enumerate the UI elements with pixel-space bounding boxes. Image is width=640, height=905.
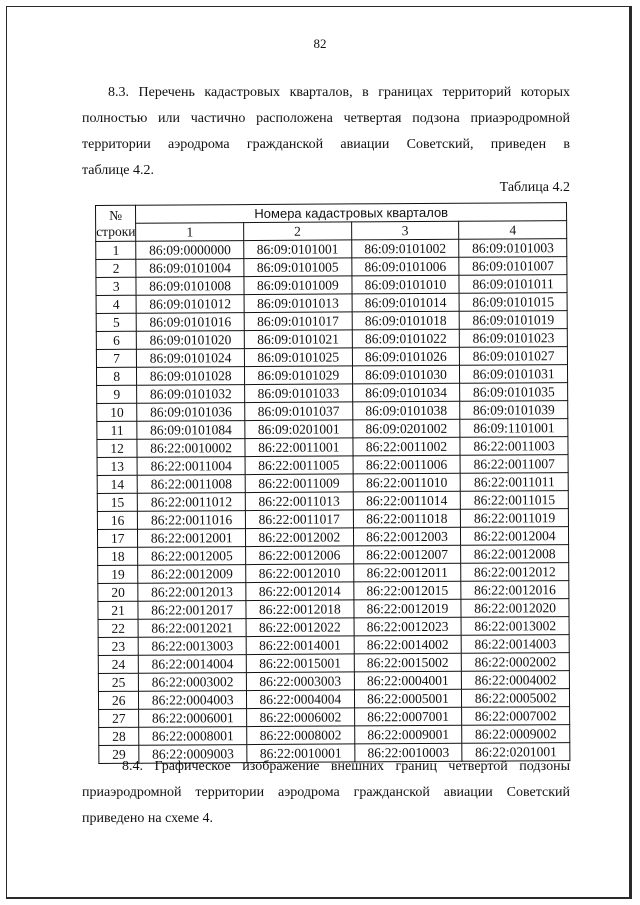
cadastral-number-cell: 86:22:0015002 <box>354 653 462 672</box>
cadastral-table <box>95 202 570 764</box>
cadastral-number-cell: 86:09:0101021 <box>244 330 352 349</box>
row-number-cell: 2 <box>96 259 136 277</box>
outro-line: приаэродромной территории аэродрома гражданской авиации Советский <box>82 785 570 800</box>
row-number-cell: 5 <box>96 313 136 331</box>
row-number-header <box>96 205 137 241</box>
cadastral-number-cell: 86:09:0101026 <box>352 347 460 366</box>
cadastral-number-cell: 86:22:0012010 <box>246 564 354 583</box>
cadastral-number-cell: 86:09:0101015 <box>459 293 567 312</box>
cadastral-number-cell: 86:22:0011005 <box>245 456 353 475</box>
cadastral-number-cell: 86:09:0101005 <box>244 258 352 277</box>
cadastral-number-cell: 86:09:0101028 <box>137 367 245 386</box>
outro-paragraph <box>82 754 570 832</box>
cadastral-number-cell: 86:22:0012015 <box>353 581 461 600</box>
cadastral-number-cell: 86:22:0003003 <box>246 672 354 691</box>
cadastral-number-cell: 86:09:0101031 <box>460 365 568 384</box>
cadastral-number-cell: 86:22:0006002 <box>247 708 355 727</box>
row-number-cell: 1 <box>96 241 136 259</box>
cadastral-number-cell: 86:22:0012021 <box>138 619 246 638</box>
cadastral-number-cell: 86:22:0012023 <box>354 617 462 636</box>
row-number-cell: 19 <box>98 565 138 583</box>
cadastral-number-cell: 86:22:0011004 <box>137 457 245 476</box>
cadastral-number-cell: 86:22:0011016 <box>138 511 246 530</box>
cadastral-number-cell: 86:22:0012011 <box>353 563 461 582</box>
cadastral-number-cell: 86:09:0101012 <box>136 295 244 314</box>
row-number-cell: 20 <box>98 583 138 601</box>
intro-line: территории аэродрома гражданской авиации Советский, приведен в <box>82 137 570 152</box>
cadastral-number-cell: 86:22:0006001 <box>139 709 247 728</box>
cadastral-number-cell: 86:09:0101019 <box>459 311 567 330</box>
cadastral-number-cell: 86:22:0011003 <box>460 437 568 456</box>
cadastral-number-cell: 86:09:0101006 <box>351 257 459 276</box>
cadastral-number-cell: 86:22:0011018 <box>353 509 461 528</box>
cadastral-number-cell: 86:09:0101084 <box>137 421 245 440</box>
cadastral-number-cell: 86:22:0012018 <box>246 600 354 619</box>
cadastral-number-cell: 86:09:0101001 <box>244 240 352 259</box>
row-number-cell: 6 <box>96 331 136 349</box>
cadastral-number-cell: 86:09:0101025 <box>244 348 352 367</box>
cadastral-number-cell: 86:22:0014004 <box>139 655 247 674</box>
cadastral-number-cell: 86:22:0201001 <box>462 743 570 762</box>
column-header: 4 <box>459 221 567 240</box>
column-header: 1 <box>136 223 244 242</box>
row-number-cell: 28 <box>99 727 139 745</box>
cadastral-number-cell: 86:22:0012009 <box>138 565 246 584</box>
cadastral-number-cell: 86:22:0012004 <box>461 527 569 546</box>
row-number-cell: 21 <box>98 601 138 619</box>
cadastral-number-cell: 86:22:0005002 <box>462 689 570 708</box>
intro-line: таблице 4.2. <box>82 163 154 178</box>
cadastral-number-cell: 86:09:0101032 <box>137 385 245 404</box>
cadastral-number-cell: 86:09:0101004 <box>136 259 244 278</box>
cadastral-number-cell: 86:22:0011015 <box>461 491 569 510</box>
cadastral-number-cell: 86:09:0101018 <box>352 311 460 330</box>
row-number-header-label: строки <box>96 223 136 239</box>
cadastral-number-cell: 86:22:0011008 <box>137 475 245 494</box>
cadastral-number-cell: 86:22:0012006 <box>246 546 354 565</box>
cadastral-number-cell: 86:22:0015001 <box>246 654 354 673</box>
cadastral-number-cell: 86:22:0013003 <box>138 637 246 656</box>
row-number-cell: 24 <box>98 655 138 673</box>
cadastral-number-cell: 86:09:0101033 <box>245 384 353 403</box>
cadastral-number-cell: 86:09:0101035 <box>460 383 568 402</box>
cadastral-number-cell: 86:09:0101010 <box>352 275 460 294</box>
cadastral-number-cell: 86:09:0101003 <box>459 239 567 258</box>
cadastral-number-cell: 86:09:0101036 <box>137 403 245 422</box>
cadastral-number-cell: 86:22:0002002 <box>462 653 570 672</box>
cadastral-number-cell: 86:22:0011007 <box>460 455 568 474</box>
cadastral-number-cell: 86:22:0012007 <box>353 545 461 564</box>
cadastral-number-cell: 86:22:0011001 <box>245 438 353 457</box>
cadastral-number-cell: 86:22:0012008 <box>461 545 569 564</box>
row-number-cell: 29 <box>99 745 139 763</box>
cadastral-number-cell: 86:09:0101039 <box>460 401 568 420</box>
cadastral-number-cell: 86:22:0012019 <box>354 599 462 618</box>
cadastral-number-cell: 86:22:0011014 <box>353 491 461 510</box>
cadastral-number-cell: 86:22:0011013 <box>245 492 353 511</box>
cadastral-number-cell: 86:09:0101022 <box>352 329 460 348</box>
cadastral-number-cell: 86:22:0004002 <box>462 671 570 690</box>
cadastral-number-cell: 86:09:0101014 <box>352 293 460 312</box>
cadastral-number-cell: 86:22:0011010 <box>353 473 461 492</box>
cadastral-number-cell: 86:09:0101038 <box>352 401 460 420</box>
cadastral-number-cell: 86:22:0008002 <box>247 726 355 745</box>
cadastral-number-cell: 86:22:0011002 <box>353 437 461 456</box>
row-number-cell: 27 <box>99 709 139 727</box>
cadastral-number-cell: 86:22:0012022 <box>246 618 354 637</box>
cadastral-number-cell: 86:22:0011011 <box>460 473 568 492</box>
cadastral-number-cell: 86:09:0101017 <box>244 312 352 331</box>
row-number-cell: 12 <box>97 439 137 457</box>
cadastral-number-cell: 86:22:0012013 <box>138 583 246 602</box>
cadastral-number-cell: 86:22:0010002 <box>137 439 245 458</box>
cadastral-number-cell: 86:09:0101029 <box>244 366 352 385</box>
column-header: 2 <box>244 222 352 241</box>
cadastral-number-cell: 86:22:0004001 <box>354 671 462 690</box>
cadastral-number-cell: 86:22:0004004 <box>246 690 354 709</box>
row-number-cell: 25 <box>98 673 138 691</box>
cadastral-number-cell: 86:22:0007001 <box>354 707 462 726</box>
row-number-cell: 8 <box>96 367 136 385</box>
cadastral-number-cell: 86:22:0009002 <box>462 725 570 744</box>
cadastral-number-cell: 86:22:0011009 <box>245 474 353 493</box>
cadastral-number-cell: 86:09:0101030 <box>352 365 460 384</box>
cadastral-number-cell: 86:22:0009001 <box>354 725 462 744</box>
row-number-cell: 3 <box>96 277 136 295</box>
cadastral-number-cell: 86:22:0014003 <box>461 635 569 654</box>
cadastral-number-cell: 86:22:0012014 <box>246 582 354 601</box>
cadastral-number-cell: 86:22:0012001 <box>138 529 246 548</box>
cadastral-number-cell: 86:22:0014001 <box>246 636 354 655</box>
cadastral-number-cell: 86:09:0101037 <box>245 402 353 421</box>
cadastral-number-cell: 86:22:0012016 <box>461 581 569 600</box>
cadastral-number-cell: 86:22:0011017 <box>245 510 353 529</box>
cadastral-number-cell: 86:22:0012005 <box>138 547 246 566</box>
row-number-cell: 11 <box>97 421 137 439</box>
cadastral-number-cell: 86:22:0012017 <box>138 601 246 620</box>
cadastral-number-cell: 86:09:0101013 <box>244 294 352 313</box>
table-body <box>96 239 570 764</box>
row-number-cell: 13 <box>97 457 137 475</box>
row-number-cell: 22 <box>98 619 138 637</box>
cadastral-number-cell: 86:09:0000000 <box>136 241 244 260</box>
row-number-cell: 15 <box>97 493 137 511</box>
row-number-cell: 4 <box>96 295 136 313</box>
cadastral-number-cell: 86:22:0014002 <box>354 635 462 654</box>
cadastral-number-cell: 86:22:0012012 <box>461 563 569 582</box>
intro-line: 8.3. Перечень кадастровых кварталов, в границах территорий которых <box>108 85 570 100</box>
cadastral-number-cell: 86:09:0101034 <box>352 383 460 402</box>
cadastral-number-cell: 86:09:0101007 <box>459 257 567 276</box>
cadastral-number-cell: 86:22:0011006 <box>353 455 461 474</box>
cadastral-number-cell: 86:09:0201001 <box>245 420 353 439</box>
cadastral-number-cell: 86:22:0005001 <box>354 689 462 708</box>
page-number: 82 <box>313 36 327 51</box>
cadastral-number-cell: 86:22:0010003 <box>354 743 462 762</box>
cadastral-number-cell: 86:22:0012002 <box>245 528 353 547</box>
cadastral-number-cell: 86:22:0012020 <box>461 599 569 618</box>
cadastral-number-cell: 86:09:0101011 <box>459 275 567 294</box>
cadastral-number-cell: 86:09:0101023 <box>460 329 568 348</box>
cadastral-number-cell: 86:22:0013002 <box>461 617 569 636</box>
cadastral-number-cell: 86:22:0009003 <box>139 745 247 764</box>
row-number-cell: 18 <box>98 547 138 565</box>
row-number-header-symbol: № <box>109 207 123 223</box>
cadastral-number-cell: 86:09:0101008 <box>136 277 244 296</box>
cadastral-number-cell: 86:22:0007002 <box>462 707 570 726</box>
row-number-cell: 9 <box>97 385 137 403</box>
cadastral-number-cell: 86:22:0010001 <box>247 744 355 763</box>
cadastral-number-cell: 86:22:0008001 <box>139 727 247 746</box>
row-number-cell: 14 <box>97 475 137 493</box>
cadastral-number-cell: 86:09:0101009 <box>244 276 352 295</box>
cadastral-number-cell: 86:22:0012003 <box>353 527 461 546</box>
outro-line: приведено на схеме 4. <box>82 811 214 826</box>
column-header: 3 <box>351 221 459 240</box>
row-number-cell: 23 <box>98 637 138 655</box>
cadastral-number-cell: 86:09:1101001 <box>460 419 568 438</box>
cadastral-number-cell: 86:09:0101002 <box>351 239 459 258</box>
cadastral-number-cell: 86:09:0101016 <box>137 313 245 332</box>
cadastral-number-cell: 86:09:0101020 <box>137 331 245 350</box>
cadastral-number-cell: 86:09:0101027 <box>460 347 568 366</box>
cadastral-number-cell: 86:09:0201002 <box>352 419 460 438</box>
row-number-cell: 26 <box>98 691 138 709</box>
row-number-cell: 10 <box>97 403 137 421</box>
cadastral-number-cell: 86:22:0011019 <box>461 509 569 528</box>
intro-line: полностью или частично расположена четвертая подзона приаэродромной <box>82 111 570 126</box>
cadastral-number-cell: 86:09:0101024 <box>137 349 245 368</box>
intro-paragraph <box>82 80 570 184</box>
cadastral-number-cell: 86:22:0003002 <box>139 673 247 692</box>
row-number-cell: 16 <box>97 511 137 529</box>
row-number-cell: 17 <box>97 529 137 547</box>
cadastral-number-cell: 86:22:0011012 <box>138 493 246 512</box>
table-caption: Таблица 4.2 <box>499 180 570 195</box>
row-number-cell: 7 <box>96 349 136 367</box>
quarters-header: Номера кадастровых кварталов <box>136 203 567 224</box>
outro-line: 8.4. Графическое изображение внешних границ четвертой подзоны <box>122 759 570 774</box>
cadastral-number-cell: 86:22:0004003 <box>139 691 247 710</box>
